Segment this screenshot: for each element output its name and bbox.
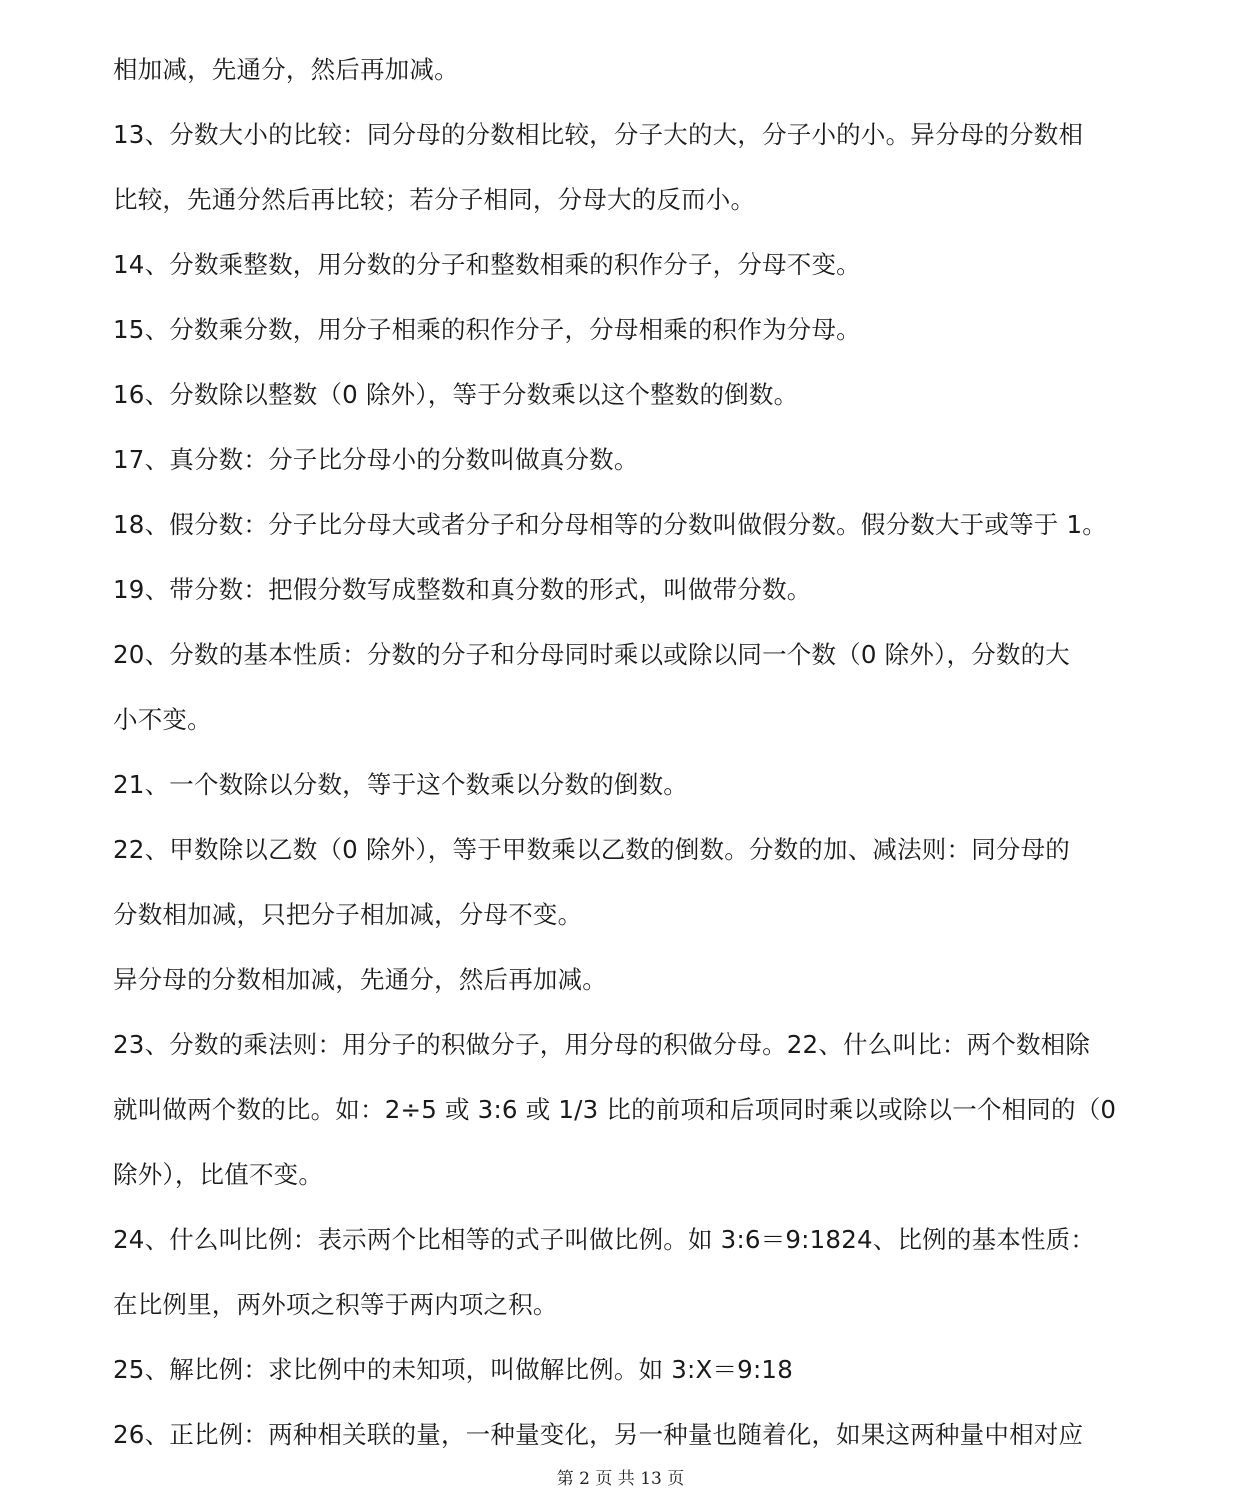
text-line: 25、解比例：求比例中的未知项，叫做解比例。如 3:X＝9:18 bbox=[113, 1355, 794, 1384]
text-line: 在比例里，两外项之积等于两内项之积。 bbox=[113, 1290, 558, 1319]
text-line: 17、真分数：分子比分母小的分数叫做真分数。 bbox=[113, 445, 639, 474]
text-line: 就叫做两个数的比。如：2÷5 或 3:6 或 1/3 比的前项和后项同时乘以或除以一个相同的（0 bbox=[113, 1095, 1117, 1124]
text-line: 18、假分数：分子比分母大或者分子和分母相等的分数叫做假分数。假分数大于或等于 1。 bbox=[113, 510, 1107, 539]
text-line: 26、正比例：两种相关联的量，一种量变化，另一种量也随着化，如果这两种量中相对应 bbox=[113, 1420, 1084, 1449]
text-line: 比较，先通分然后再比较；若分子相同，分母大的反而小。 bbox=[113, 185, 756, 214]
text-line: 19、带分数：把假分数写成整数和真分数的形式，叫做带分数。 bbox=[113, 575, 812, 604]
text-line: 16、分数除以整数（0 除外），等于分数乘以这个整数的倒数。 bbox=[113, 380, 799, 409]
text-line: 13、分数大小的比较：同分母的分数相比较，分子大的大，分子小的小。异分母的分数相 bbox=[113, 120, 1084, 149]
text-line: 21、一个数除以分数，等于这个数乘以分数的倒数。 bbox=[113, 770, 688, 799]
text-line: 15、分数乘分数，用分子相乘的积作分子，分母相乘的积作为分母。 bbox=[113, 315, 861, 344]
text-line: 20、分数的基本性质：分数的分子和分母同时乘以或除以同一个数（0 除外），分数的大 bbox=[113, 640, 1070, 669]
text-line: 小不变。 bbox=[113, 705, 212, 734]
page-number-footer: 第 2 页 共 13 页 bbox=[556, 1469, 685, 1489]
text-line: 14、分数乘整数，用分数的分子和整数相乘的积作分子，分母不变。 bbox=[113, 250, 861, 279]
document-body bbox=[113, 46, 1123, 1476]
text-line: 除外），比值不变。 bbox=[113, 1160, 324, 1189]
text-line: 22、甲数除以乙数（0 除外），等于甲数乘以乙数的倒数。分数的加、减法则：同分母的 bbox=[113, 835, 1070, 864]
text-line: 23、分数的乘法则：用分子的积做分子，用分母的积做分母。22、什么叫比：两个数相除 bbox=[113, 1030, 1091, 1059]
text-line: 异分母的分数相加减，先通分，然后再加减。 bbox=[113, 965, 607, 994]
text-line: 相加减，先通分，然后再加减。 bbox=[113, 55, 459, 84]
text-line: 24、什么叫比例：表示两个比相等的式子叫做比例。如 3:6＝9:1824、比例的基本性质： bbox=[113, 1225, 1096, 1254]
text-line: 分数相加减，只把分子相加减，分母不变。 bbox=[113, 900, 583, 929]
